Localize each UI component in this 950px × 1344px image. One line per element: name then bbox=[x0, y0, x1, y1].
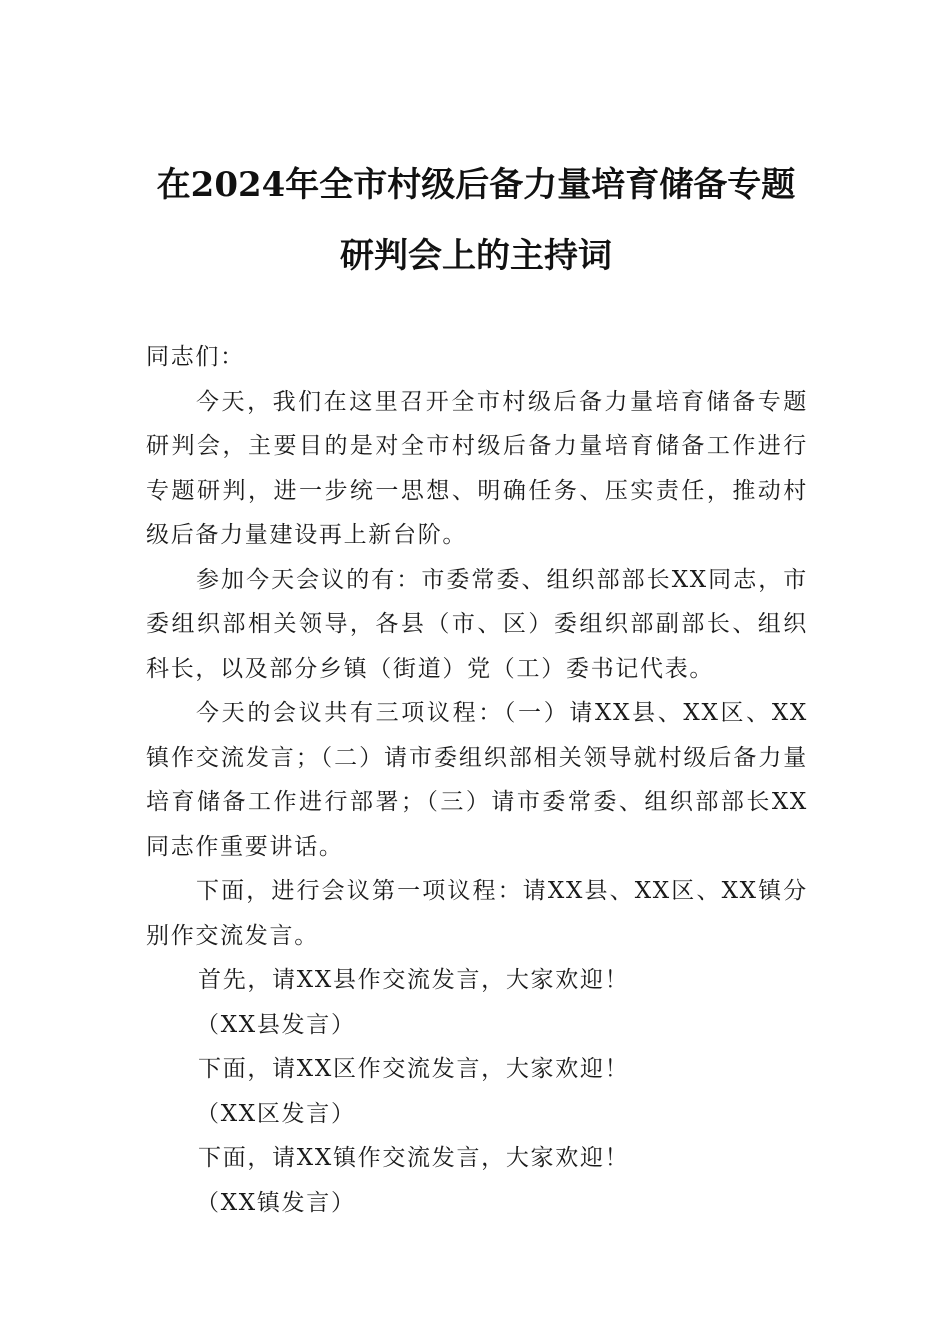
document-body bbox=[146, 335, 808, 1225]
paragraph-county-speech: （XX县发言） bbox=[196, 1011, 356, 1038]
paragraph-district-speech: （XX区发言） bbox=[196, 1100, 356, 1127]
paragraph-agenda: 今天的会议共有三项议程：（一）请XX县、XX区、XX镇作交流发言；（二）请市委组织部相关领导就村级后备力量培育储备工作进行部署；（三）请市委常委、组织部部长XX同志作重要讲话。 bbox=[146, 700, 808, 860]
paragraph-town-speech: （XX镇发言） bbox=[196, 1189, 356, 1216]
paragraph-town-invite: 下面，请XX镇作交流发言，大家欢迎！ bbox=[198, 1145, 630, 1171]
paragraph-attendees: 参加今天会议的有：市委常委、组织部部长XX同志，市委组织部相关领导，各县（市、区）委组织部副部长、组织科长，以及部分乡镇（街道）党（工）委书记代表。 bbox=[146, 566, 808, 682]
paragraph-district-invite: 下面，请XX区作交流发言，大家欢迎！ bbox=[198, 1056, 630, 1082]
paragraph-first-item: 下面，进行会议第一项议程：请XX县、XX区、XX镇分别作交流发言。 bbox=[146, 878, 808, 949]
paragraph-county-invite: 首先，请XX县作交流发言，大家欢迎！ bbox=[198, 967, 630, 993]
paragraph-purpose: 今天，我们在这里召开全市村级后备力量培育储备专题研判会，主要目的是对全市村级后备力量培育储备工作进行专题研判，进一步统一思想、明确任务、压实责任，推动村级后备力量建设再上新台阶。 bbox=[146, 388, 808, 548]
salutation: 同志们： bbox=[146, 344, 245, 370]
document-title-line-2: 研判会上的主持词 bbox=[340, 236, 612, 276]
document-title-line-1: 在2024年全市村级后备力量培育储备专题 bbox=[156, 165, 796, 205]
